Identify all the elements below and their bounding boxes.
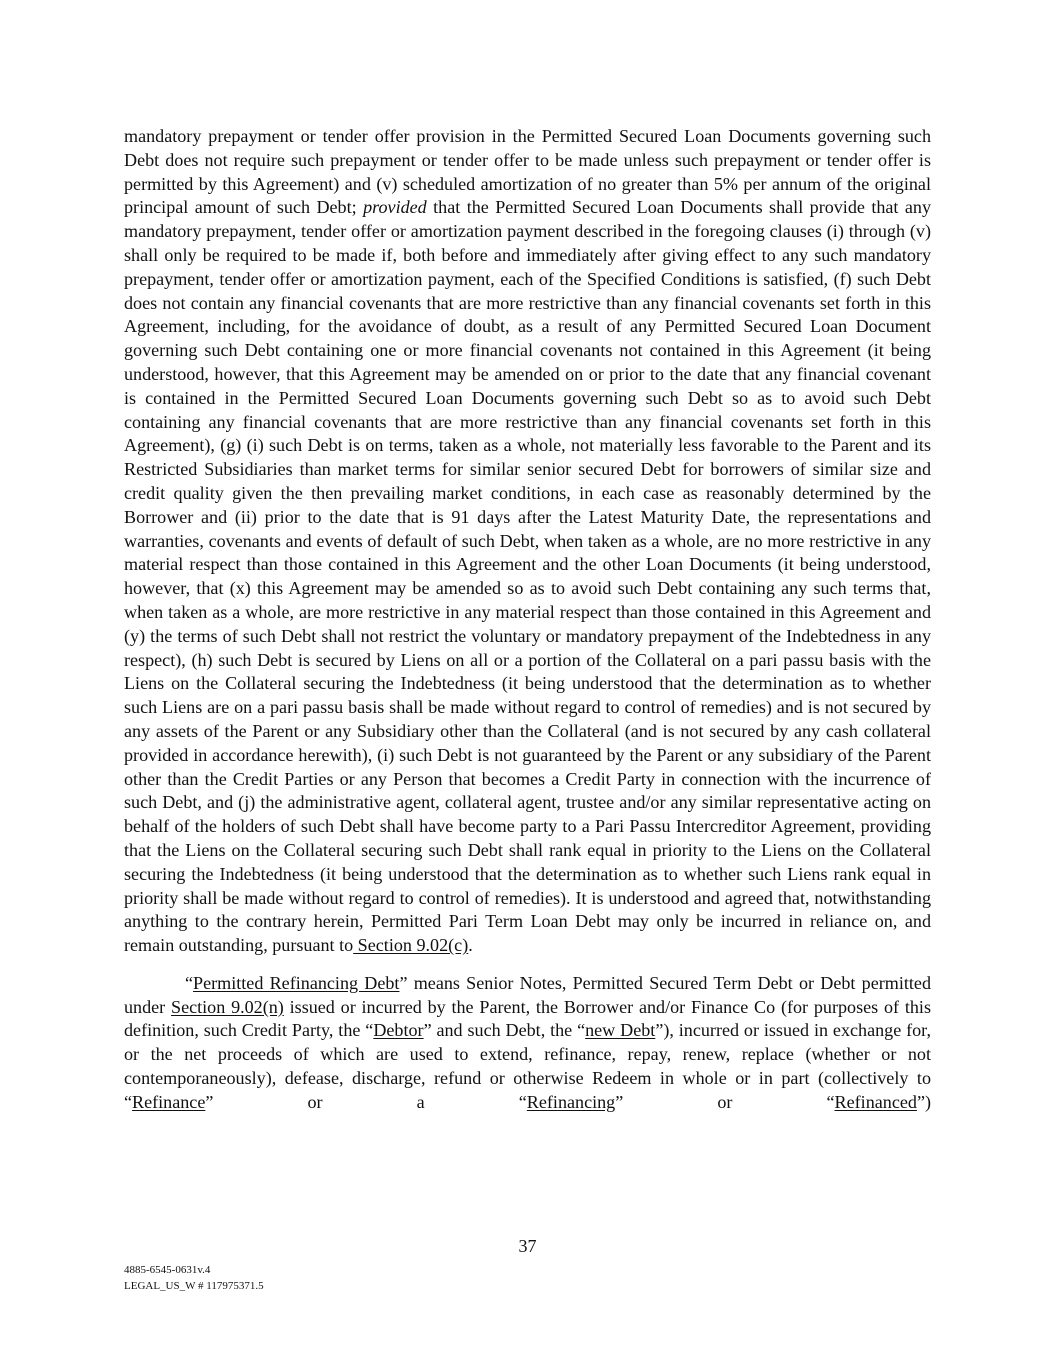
document-footer: [124, 1262, 264, 1294]
page-number: 37: [518, 1236, 537, 1256]
defined-term-refinance: Refinance: [132, 1091, 206, 1112]
paragraph-permitted-pari-term-loan-debt-continued: [124, 125, 931, 958]
provided-term: provided: [363, 197, 427, 218]
para1-text-2: that the Permitted Secured Loan Documents shall provide that any mandatory prepayment, tender offer or amortization payment described in the foregoing clauses (i) through (v) shall only be required to be made if, both before and immediately after giving effect to any such mandatory prepayment, tender offer or amortization payment, each of the Specified Conditions is satisfied, (f) such Debt does not contain any financial covenants that are more restrictive than any financial covenants set forth in this Agreement, including, for the avoidance of doubt, as a result of any Permitted Secured Loan Document governing such Debt containing one or more financial covenants not contained in this Agreement (it being understood, however, that this Agreement may be amended on or prior to the date that any financial covenant is contained in the Permitted Secured Loan Documents governing such Debt so as to avoid such Debt containing any financial covenants that are more restrictive than any financial covenants set forth in this Agreement), (g) (i) such Debt is on terms, taken as a whole, not materially less favorable to the Parent and its Restricted Subsidiaries than market terms for similar senior secured Debt for borrowers of similar size and credit quality given the then prevailing market conditions, in each case as reasonably determined by the Borrower and (ii) prior to the date that is 91 days after the Latest Maturity Date, the representations and warranties, covenants and events of default of such Debt, when taken as a whole, are no more restrictive in any material respect than those contained in this Agreement and the other Loan Documents (it being understood, however, that (x) this Agreement may be amended so as to avoid such Debt containing any such terms that, when taken as a whole, are more restrictive in any material respect than those contained in this Agreement and (y) the terms of such Debt shall not restrict the voluntary or mandatory prepayment of the Indebtedness in any respect), (h) such Debt is secured by Liens on all or a portion of the Collateral on a pari passu basis with the Liens on the Collateral securing the Indebtedness (it being understood that the determination as to whether such Liens are on a pari passu basis shall be made without regard to control of remedies) and is not secured by any assets of the Parent or any Subsidiary other than the Collateral (and is not secured by any cash collateral provided in accordance herewith), (i) such Debt is not guaranteed by the Parent or any subsidiary of the Parent other than the Credit Parties or any Person that becomes a Credit Party in connection with the incurrence of such Debt, and (j) the administrative agent, collateral agent, trustee and/or any similar representative acting on behalf of the holders of such Debt shall have become party to a Pari Passu Intercreditor Agreement, providing that the Liens on the Collateral securing such Debt shall rank equal in priority to the Liens on the Collateral securing the Indebtedness (it being understood that the determination as to whether such Liens rank equal in priority shall be made without regard to control of remedies). It is understood and agreed that, notwithstanding anything to the contrary herein, Permitted Pari Term Loan Debt may only be incurred in reliance on, and remain outstanding, pursuant to: [124, 197, 931, 956]
para2-text-6: ” or “: [615, 1091, 835, 1112]
document-body: [124, 125, 931, 1115]
footer-legal-id: LEGAL_US_W # 117975371.5: [124, 1280, 264, 1292]
para2-text-7: ”): [916, 1091, 931, 1112]
para2-text-3: ” and such Debt, the “: [423, 1020, 586, 1041]
defined-term-refinanced: Refinanced: [834, 1091, 917, 1112]
para2-text-4: ”), incurred or issued in exchange for, or the net proceeds of which are used to extend, refinance, repay, renew, replace (whether or not contemporaneously), defease, discharge, refund or otherwise Redeem in whole or in part (collectively to “: [124, 1020, 932, 1112]
footer-doc-id: 4885-6545-0631v.4: [124, 1264, 211, 1276]
para2-text-1: ” means Senior Notes, Permitted Secured Term Debt or Debt permitted under: [124, 972, 931, 1017]
para1-end: .: [468, 935, 473, 956]
section-9-02c-reference: Section 9.02(c): [353, 935, 469, 956]
defined-term-debtor: Debtor: [373, 1020, 424, 1041]
para2-text-2: issued or incurred by the Parent, the Borrower and/or Finance Co (for purposes of this definition, such Credit Party, the “: [124, 996, 931, 1041]
defined-term-permitted-refinancing-debt: Permitted Refinancing Debt: [193, 972, 400, 993]
para2-text-5: ” or a “: [205, 1091, 527, 1112]
para1-text-1: mandatory prepayment or tender offer provision in the Permitted Secured Loan Documents governing such Debt does not require such prepayment or tender offer to be made unless such prepayment or tender offer is permitted by this Agreement) and (v) scheduled amortization of no greater than 5% per annum of the original principal amount of such Debt;: [124, 126, 931, 218]
paragraph-permitted-refinancing-debt: [124, 972, 931, 1115]
open-quote: “: [185, 972, 194, 993]
defined-term-refinancing: Refinancing: [526, 1091, 616, 1112]
section-9-02n-reference: Section 9.02(n): [171, 996, 284, 1017]
defined-term-new-debt: new Debt: [585, 1020, 656, 1041]
